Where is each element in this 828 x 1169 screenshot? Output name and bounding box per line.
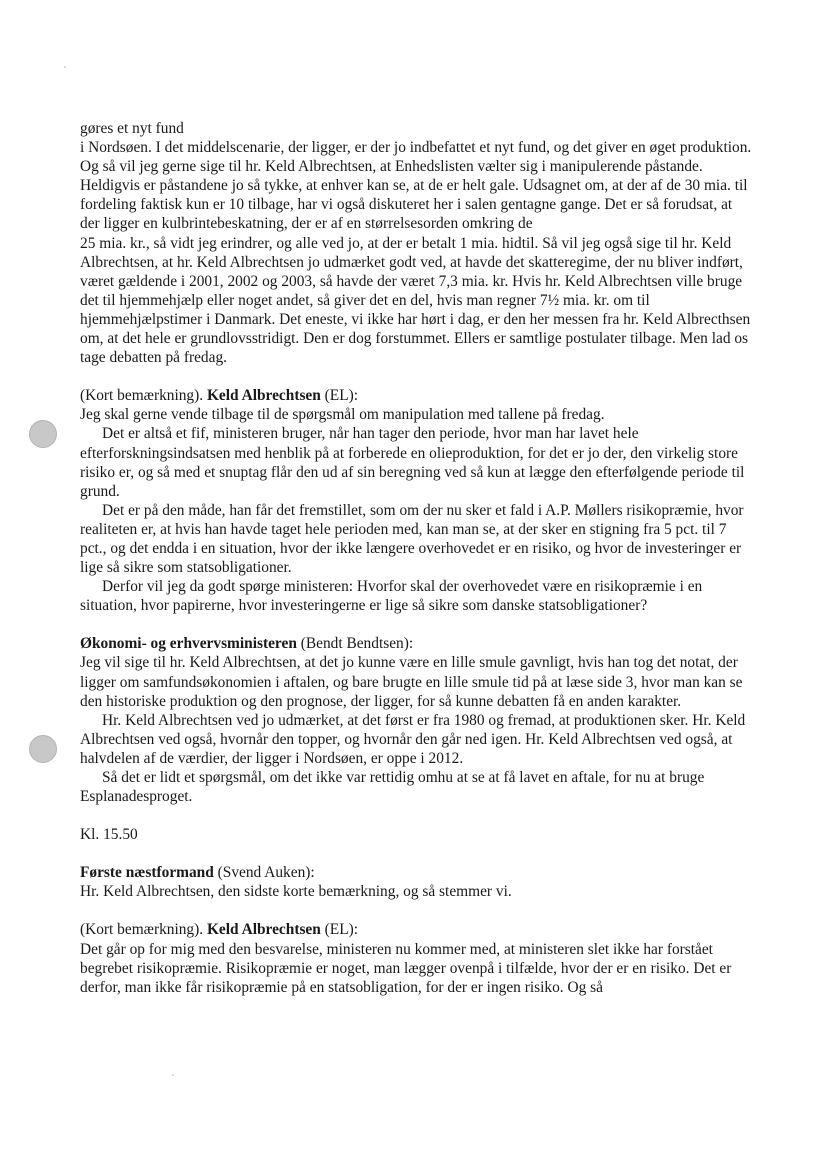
paragraph: Det er på den måde, han får det fremstillet, som om der nu sker et fald i A.P. Møllers risikopræmie, hvor realiteten er, at hvis han havde taget hele perioden med, kan man se, at der sker en stigning fra 5 pct. til 7 pct., og det endda i en situation, hvor der ikke længere overhovedet er en risiko, og hvor de investeringer er lige så sikre som statsobligationer. xyxy=(80,501,744,577)
speaker-heading xyxy=(80,386,752,405)
punch-hole-top xyxy=(29,420,57,448)
speaker-suffix: (EL): xyxy=(320,921,359,939)
speaker-suffix: (Svend Auken): xyxy=(213,864,315,882)
paragraph-gap xyxy=(80,901,752,920)
speaker-prefix: (Kort bemærkning). xyxy=(80,921,207,939)
speaker-prefix: (Kort bemærkning). xyxy=(80,387,207,405)
paragraph-gap xyxy=(80,367,752,386)
speaker-name: Økonomi- og erhvervsministeren xyxy=(80,635,297,653)
punch-hole-bottom xyxy=(29,735,57,763)
paragraph: Det er altså et fif, ministeren bruger, når han tager den periode, hvor man har lavet hele efterforskningsindsatsen med henblik på at forberede en olieproduktion, for det er jo der, den virkelig store risiko er, og så med et snuptag flår den ud af sin beregning ved så kun at lægge den efterfølgende periode til grund. xyxy=(80,425,745,500)
speaker-name: Keld Albrechtsen xyxy=(206,921,321,939)
paragraph-gap xyxy=(80,844,752,863)
speaker-heading xyxy=(80,920,752,939)
paragraph: Jeg skal gerne vende tilbage til de spørgsmål om manipulation med tallene på fredag. xyxy=(80,406,605,424)
paragraph: Hr. Keld Albrechtsen ved jo udmærket, at det først er fra 1980 og fremad, at produktionen sker. Hr. Keld Albrechtsen ved også, hvornår den topper, og hvornår den går ned igen. Hr. Keld Albrechtsen ved også, at halvdelen af de værdier, der ligger i Nordsøen, er oppe i 2012. xyxy=(80,711,746,767)
speaker-name: Keld Albrechtsen xyxy=(206,387,321,405)
paragraph: Derfor vil jeg da godt spørge ministeren: Hvorfor skal der overhovedet være en risikopræmie i en situation, hvor papirerne, hvor investeringerne er lige så sikre som danske statsobligationer? xyxy=(80,578,703,615)
paragraph: Det går op for mig med den besvarelse, ministeren nu kommer med, at ministeren slet ikke har forstået begrebet risikopræmie. Risikopræmie er noget, man lægger ovenpå i tilfælde, hvor der er en risiko. Det er derfor, man ikke får risikopræmie på en statsobligation, for der er ingen risiko. Og så xyxy=(80,940,732,996)
speaker-suffix: (EL): xyxy=(320,387,359,405)
paragraph: Hr. Keld Albrechtsen, den sidste korte bemærkning, og så stemmer vi. xyxy=(80,883,512,901)
scan-speck xyxy=(64,66,66,68)
paragraph-gap xyxy=(80,615,752,634)
speaker-suffix: (Bendt Bendtsen): xyxy=(296,635,414,653)
paragraph: gøres et nyt fund xyxy=(80,120,184,137)
paragraph: Så det er lidt et spørgsmål, om det ikke var rettidig omhu at se at få lavet en aftale, for nu at bruge Esplanadesproget. xyxy=(80,769,705,806)
paragraph: 25 mia. kr., så vidt jeg erindrer, og alle ved jo, at der er betalt 1 mia. hidtil. Så vil jeg også sige til hr. Keld Albrechtsen, at hr. Keld Albrechtsen jo udmærket godt ved, at havde det skatteregime, der nu bliver indført, været gældende i 2001, 2002 og 2003, så havde der været 7,3 mia. kr. Hvis hr. Keld Albrechtsen ville bruge det til hjemmehjælp eller noget andet, så giver det en del, hvis man regner 7½ mia. kr. om til hjemmehjælpstimer i Danmark. Det eneste, vi ikke har hørt i dag, er den her messen fra hr. Keld Albrecthsen om, at det hele er grundlovsstridigt. Den er dog forstummet. Ellers er samtlige postulater tilbage. Men lad os tage debatten på fredag. xyxy=(80,234,751,367)
speaker-heading xyxy=(80,863,752,882)
speaker-heading xyxy=(80,634,752,653)
paragraph: Kl. 15.50 xyxy=(80,826,138,844)
paragraph: Jeg vil sige til hr. Keld Albrechtsen, at det jo kunne være en lille smule gavnligt, hvis han tog det notat, der ligger om samfundsøkonomien i aftalen, og bare brugte en lille smule tid på at læse side 3, hvor man kan se den historiske produktion og den prognose, der ligger, for så kunne debatten få en anden karakter. xyxy=(80,654,743,710)
paragraph-gap xyxy=(80,806,752,825)
transcript-body xyxy=(80,119,752,997)
scan-speck xyxy=(172,1074,174,1076)
paragraph: i Nordsøen. I det middelscenarie, der ligger, er der jo indbefattet et nyt fund, og det giver en øget produktion. Og så vil jeg gerne sige til hr. Keld Albrechtsen, at Enhedslisten vælter sig i manipulerende påstande. Heldigvis er påstandene jo så tykke, at enhver kan se, at de er helt gale. Udsagnet om, at der af de 30 mia. til fordeling faktisk kun er 10 tilbage, har vi også diskuteret her i salen gentagne gange. Det er så forudsat, at der ligger en kulbrintebeskatning, der er af en størrelsesorden omkring de xyxy=(80,139,752,233)
speaker-name: Første næstformand xyxy=(80,864,214,882)
